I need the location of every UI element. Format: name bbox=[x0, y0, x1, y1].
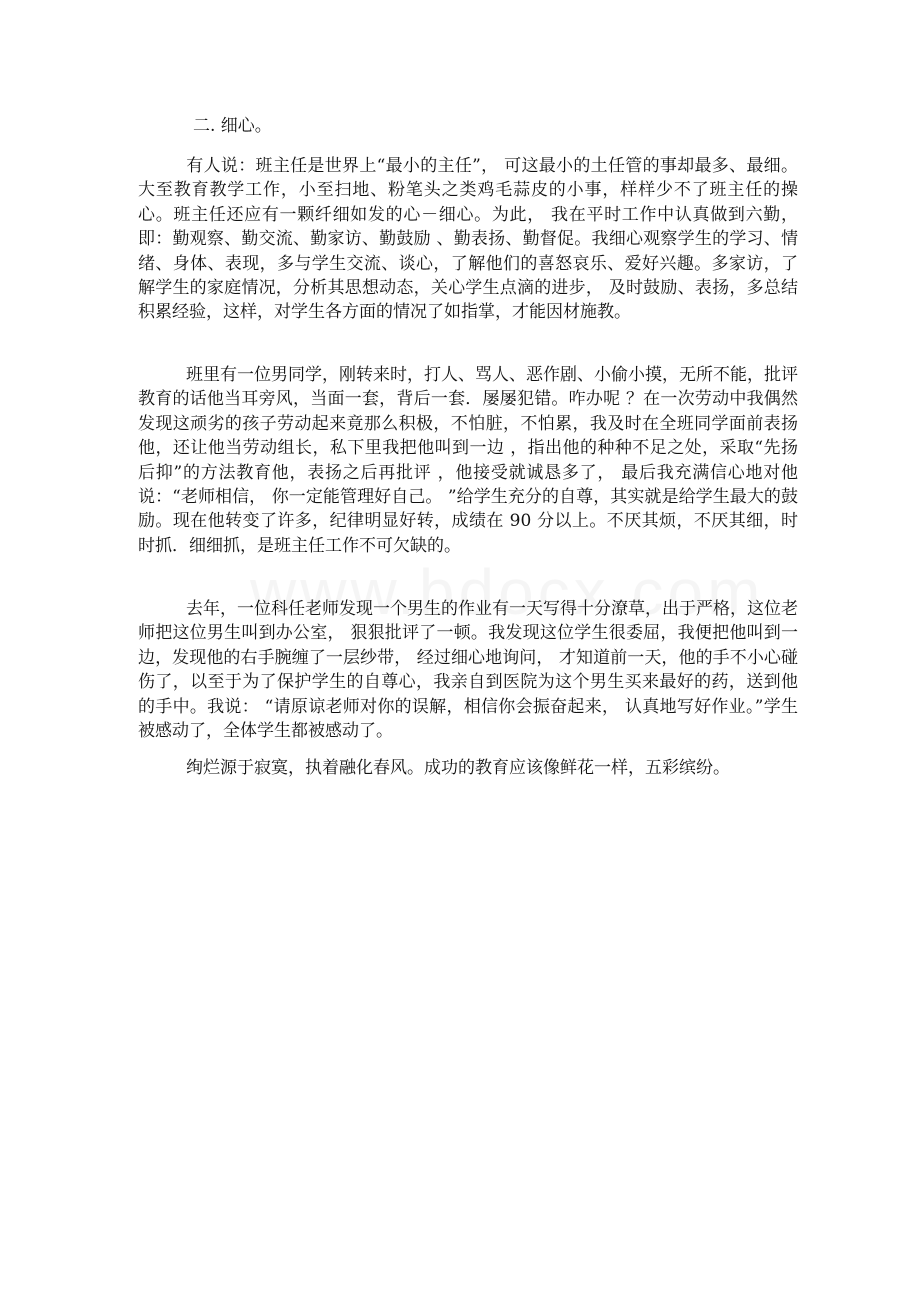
paragraph-text: 有人说：班主任是世界上“最小的主任”， 可这最小的土任管的事却最多、最细。大至教育教学工作，小至扫地、粉笔头之类鸡毛蒜皮的小事，样样少不了班主任的操心。班主任还应有一颗纤细如发的心－细心。为此， 我在平时工作中认真做到六勤，即：勤观察、勤交流、勤家访、勤鼓励 、勤表扬、勤督促。我细心观察学生的学习、情绪、身体、表现，多与学生交流、谈心，了解他们的喜怒哀乐、爱好兴趣。多家访，了解学生的家庭情况，分析其思想动态，关心学生点滴的进步， 及时鼓励、表扬，多总结积累经验，这样，对学生各方面的情况了如指掌，才能因材施教。 bbox=[138, 156, 798, 323]
paragraph-3 bbox=[138, 597, 798, 743]
paragraph-4 bbox=[138, 756, 798, 780]
paragraph-text: 去年，一位科任老师发现一个男生的作业有一天写得十分潦草，出于严格，这位老师把这位男生叫到办公室， 狠狠批评了一顿。我发现这位学生很委屈，我便把他叫到一边，发现他的右手腕缠了一层纱带， 经过细心地询问， 才知道前一天，他的手不小心碰伤了，以至于为了保护学生的自尊心，我亲自到医院为这个男生买来最好的药，送到他的手中。我说： “请原谅老师对你的误解，相信你会振奋起来， 认真地写好作业。”学生被感动了，全体学生都被感动了。 bbox=[138, 599, 798, 742]
paragraph-text: 绚烂源于寂寞，执着融化春风。成功的教育应该像鲜花一样，五彩缤纷。 bbox=[186, 758, 730, 778]
paragraph-text: 班里有一位男同学，刚转来时，打人、骂人、恶作剧、小偷小摸，无所不能，批评教育的话他当耳旁风，当面一套，背后一套．屡屡犯错。咋办呢 ？在一次劳动中我偶然发现这顽劣的孩子劳动起来竟那么积极，不怕脏，不怕累，我及时在全班同学面前表扬他，还让他当劳动组长，私下里我把他叫到一边 ，指出他的种种不足之处，采取“先扬后抑”的方法教育他，表扬之后再批评 ，他接受就诚恳多了， 最后我充满信心地对他说：“老师相信， 你一定能管理好自己。 ”给学生充分的自尊，其实就是给学生最大的鼓励。现在他转变了许多，纪律明显好转，成绩在 90 分以上。不厌其烦，不厌其细，时时抓．细细抓，是班主任工作不可欠缺的。 bbox=[138, 365, 798, 556]
paragraph-2 bbox=[138, 363, 798, 558]
section-heading: 二. 细心。 bbox=[193, 116, 272, 136]
paragraph-1 bbox=[138, 154, 798, 325]
